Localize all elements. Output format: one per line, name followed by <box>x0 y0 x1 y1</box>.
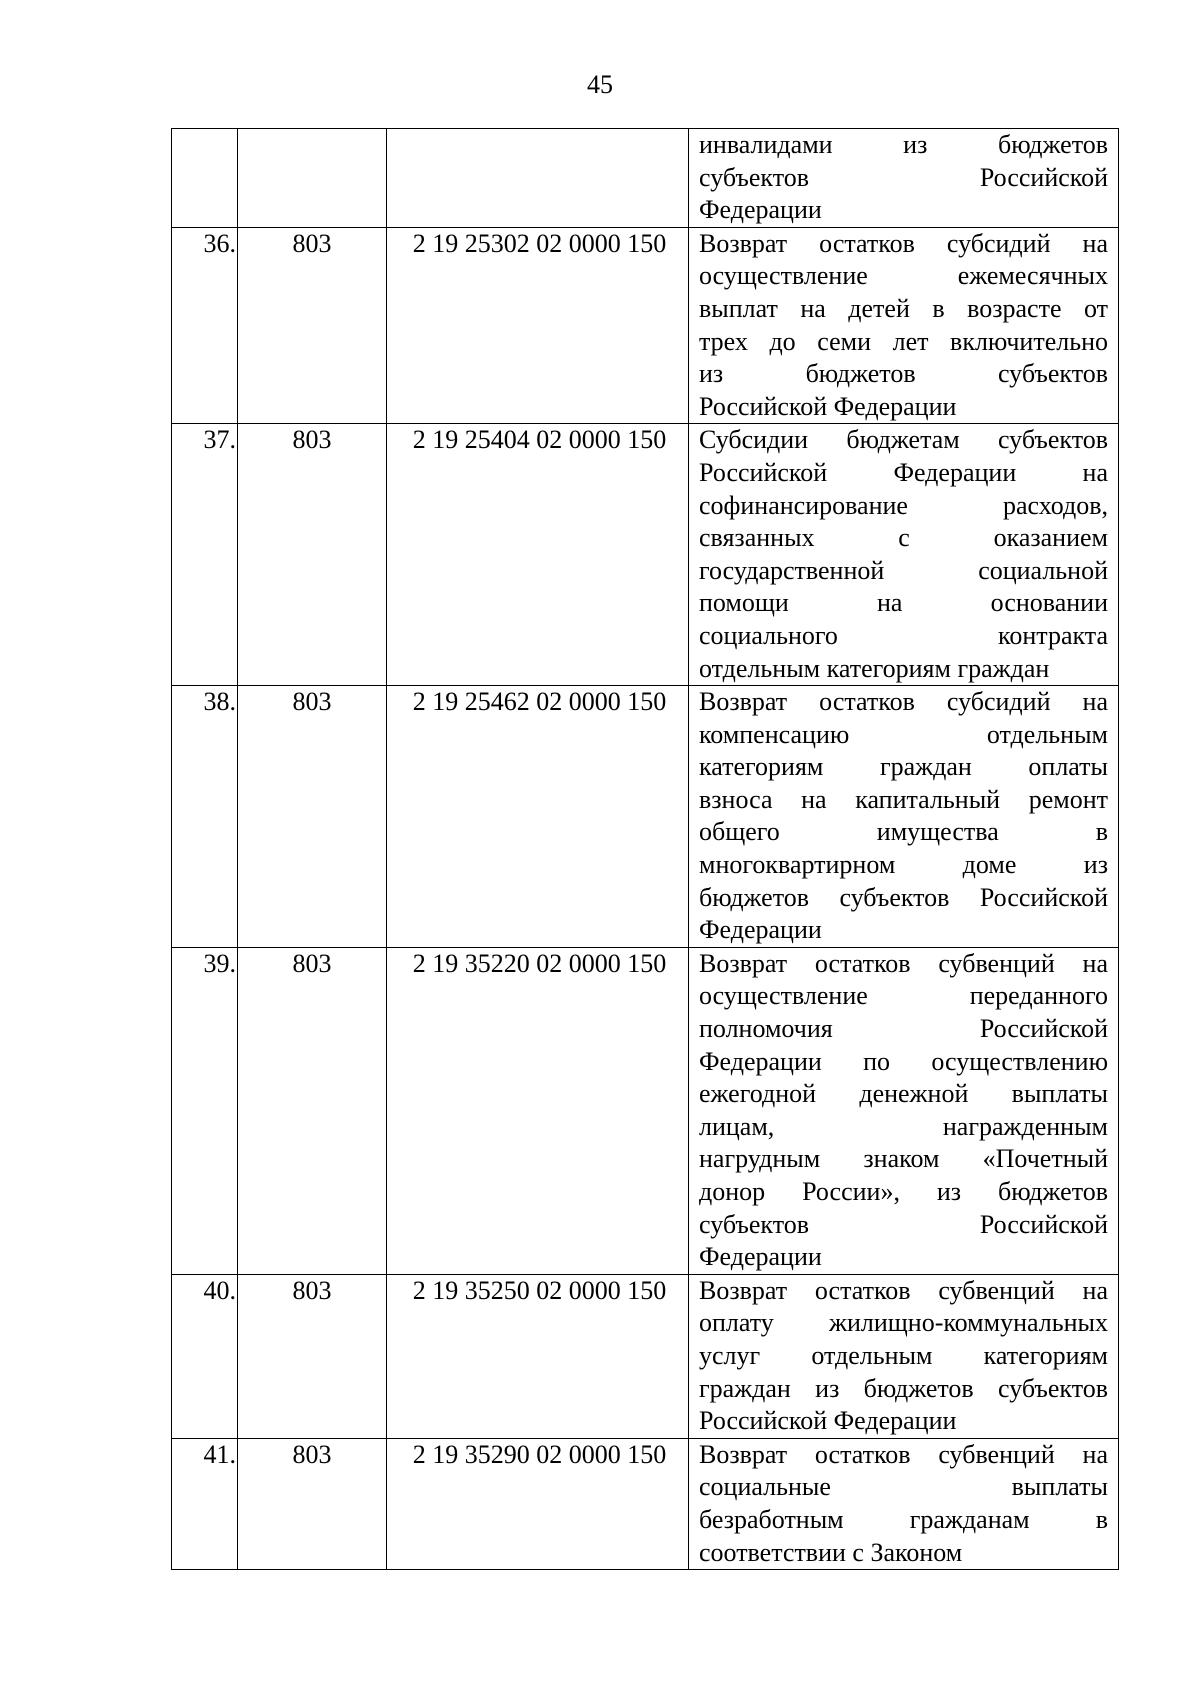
income-name-line: нагрудным знаком «Почетный <box>699 1144 1108 1174</box>
row-number-cell: 37. <box>172 424 238 686</box>
page-number: 45 <box>587 70 613 99</box>
income-name-line: Возврат остатков субсидий на <box>699 687 1108 717</box>
income-name-line: категориям граждан оплаты <box>699 752 1108 782</box>
income-name-line: компенсацию отдельным <box>699 719 1108 749</box>
table-row <box>172 424 1119 686</box>
income-name-line: Российской Федерации на <box>699 457 1108 487</box>
admin-code-cell: 803 <box>238 1438 387 1569</box>
income-name-cell <box>689 1274 1119 1438</box>
table-row <box>172 1274 1119 1438</box>
income-name-line: субъектов Российской <box>699 1209 1108 1239</box>
income-name-cell <box>689 947 1119 1274</box>
income-name-line: социального контракта <box>699 620 1108 650</box>
income-name-line: инвалидами из бюджетов <box>699 130 1108 159</box>
row-number-cell: 36. <box>172 227 238 424</box>
income-name-line: из бюджетов субъектов <box>699 359 1108 389</box>
income-name-line: Федерации <box>699 1242 822 1272</box>
income-name-line: бюджетов субъектов Российской <box>699 882 1108 912</box>
budget-classification-table <box>171 128 1119 1570</box>
income-name-line: многоквартирном доме из <box>699 850 1108 880</box>
income-name-line: граждан из бюджетов субъектов <box>699 1373 1108 1403</box>
income-name-line: полномочия Российской <box>699 1014 1108 1044</box>
table-row <box>172 129 1119 228</box>
budget-code-cell: 2 19 25404 02 0000 150 <box>387 424 689 686</box>
income-name-line: отдельным категориям граждан <box>699 653 1050 683</box>
table-row <box>172 1438 1119 1569</box>
income-name-cell <box>689 227 1119 424</box>
income-name-cell <box>689 686 1119 948</box>
budget-code-cell: 2 19 25462 02 0000 150 <box>387 686 689 948</box>
income-name-line: взноса на капитальный ремонт <box>699 784 1108 814</box>
budget-code-cell: 2 19 35220 02 0000 150 <box>387 947 689 1274</box>
income-name-line: помощи на основании <box>699 588 1108 618</box>
row-number-cell: 38. <box>172 686 238 948</box>
admin-code-cell: 803 <box>238 227 387 424</box>
admin-code-cell <box>238 129 387 228</box>
income-name-line: субъектов Российской <box>699 162 1108 192</box>
income-name-line: Возврат остатков субвенций на <box>699 948 1108 978</box>
income-name-line: Возврат остатков субсидий на <box>699 228 1108 258</box>
income-name-line: Субсидии бюджетам субъектов <box>699 425 1108 455</box>
income-name-line: Федерации <box>699 915 822 945</box>
table-row <box>172 947 1119 1274</box>
income-name-line: Федерации <box>699 195 822 225</box>
table-body <box>172 129 1119 1570</box>
income-name-line: общего имущества в <box>699 817 1108 847</box>
income-name-line: Возврат остатков субвенций на <box>699 1439 1108 1469</box>
row-number-cell: 41. <box>172 1438 238 1569</box>
income-name-line: осуществление ежемесячных <box>699 261 1108 291</box>
income-name-line: соответствии с Законом <box>699 1537 963 1567</box>
budget-code-cell <box>387 129 689 228</box>
income-name-line: софинансирование расходов, <box>699 490 1108 520</box>
row-number-cell <box>172 129 238 228</box>
income-name-line: безработным гражданам в <box>699 1504 1108 1534</box>
budget-code-cell: 2 19 35250 02 0000 150 <box>387 1274 689 1438</box>
row-number-cell: 39. <box>172 947 238 1274</box>
income-name-line: ежегодной денежной выплаты <box>699 1079 1108 1109</box>
admin-code-cell: 803 <box>238 424 387 686</box>
admin-code-cell: 803 <box>238 686 387 948</box>
admin-code-cell: 803 <box>238 947 387 1274</box>
income-name-line: трех до семи лет включительно <box>699 326 1108 356</box>
income-name-cell <box>689 129 1119 228</box>
income-name-line: связанных с оказанием <box>699 523 1108 553</box>
income-name-line: Федерации по осуществлению <box>699 1046 1108 1076</box>
income-name-line: социальные выплаты <box>699 1472 1108 1502</box>
income-name-line: услуг отдельным категориям <box>699 1340 1108 1370</box>
income-name-line: лицам, награжденным <box>699 1111 1108 1141</box>
income-name-cell <box>689 1438 1119 1569</box>
admin-code-cell: 803 <box>238 1274 387 1438</box>
table-row <box>172 686 1119 948</box>
income-name-line: Российской Федерации <box>699 391 957 421</box>
income-name-cell <box>689 424 1119 686</box>
income-name-line: выплат на детей в возрасте от <box>699 293 1108 323</box>
income-name-line: донор России», из бюджетов <box>699 1177 1108 1206</box>
row-number-cell: 40. <box>172 1274 238 1438</box>
budget-code-cell: 2 19 25302 02 0000 150 <box>387 227 689 424</box>
budget-code-cell: 2 19 35290 02 0000 150 <box>387 1438 689 1569</box>
income-name-line: Возврат остатков субвенций на <box>699 1275 1108 1305</box>
table-row <box>172 227 1119 424</box>
income-name-line: осуществление переданного <box>699 981 1108 1011</box>
income-name-line: Российской Федерации <box>699 1406 957 1436</box>
income-name-line: государственной социальной <box>699 555 1108 585</box>
income-name-line: оплату жилищно-коммунальных <box>699 1308 1108 1338</box>
